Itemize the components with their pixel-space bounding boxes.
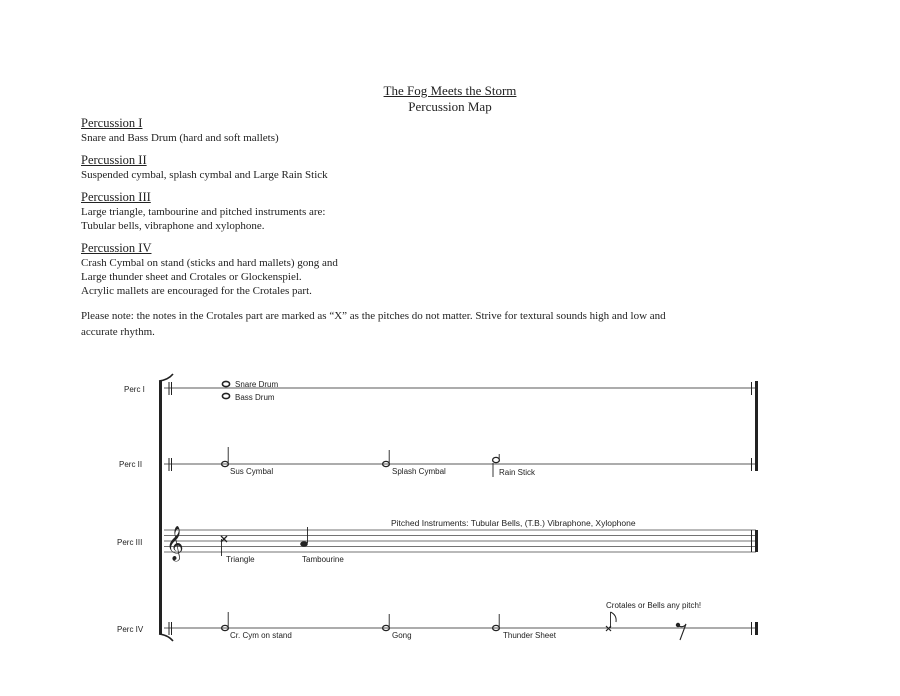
treble-clef-icon: 𝄞: [166, 526, 184, 561]
document-subtitle: Percussion Map: [408, 99, 492, 114]
instrument-label: Splash Cymbal: [392, 467, 446, 476]
staff-perc-3: [117, 518, 758, 564]
instrument-label: Bass Drum: [235, 393, 275, 402]
section-heading: Percussion II: [81, 153, 147, 167]
section-line: Large thunder sheet and Crotales or Glockenspiel.: [81, 271, 302, 283]
instrument-label: Thunder Sheet: [503, 631, 556, 640]
staff-label: Perc I: [124, 385, 145, 394]
section-line: Large triangle, tambourine and pitched instruments are:: [81, 206, 326, 218]
section-line: Crash Cymbal on stand (sticks and hard mallets) gong and: [81, 257, 338, 269]
eighth-rest-icon: [676, 623, 686, 640]
staff-label: Perc II: [119, 460, 143, 469]
staff-perc-1: [124, 380, 756, 402]
section-heading: Percussion I: [81, 116, 143, 130]
section-line: Suspended cymbal, splash cymbal and Large Rain Stick: [81, 169, 328, 181]
crotales-label: Crotales or Bells any pitch!: [606, 601, 702, 610]
instrument-label: Snare Drum: [235, 380, 279, 389]
document-title: The Fog Meets the Storm: [383, 83, 517, 98]
staff-perc-4: [117, 601, 758, 640]
bass-drum-note: [222, 393, 229, 398]
triangle-note: [221, 536, 227, 556]
instrument-label: Cr. Cym on stand: [230, 631, 292, 640]
section-line: Tubular bells, vibraphone and xylophone.: [81, 220, 265, 232]
final-barline: [755, 622, 758, 635]
note-line: Please note: the notes in the Crotales part are marked as “X” as the pitches do not matter. Strive for textural sounds high and low and: [81, 310, 666, 322]
staff-perc-2: [119, 447, 756, 477]
instrument-label: Tambourine: [302, 555, 344, 564]
final-barline: [755, 381, 758, 471]
five-line-staff: [164, 530, 756, 552]
instrument-label: Sus Cymbal: [230, 467, 274, 476]
section-heading: Percussion IV: [81, 241, 152, 255]
barline: [751, 622, 752, 635]
instrument-label: Rain Stick: [499, 468, 536, 477]
barline: [751, 382, 752, 395]
final-barline: [755, 530, 758, 552]
snare-drum-note: [222, 381, 229, 386]
section-line: Snare and Bass Drum (hard and soft mallets): [81, 132, 279, 144]
note-line: accurate rhythm.: [81, 326, 155, 338]
barline: [751, 458, 752, 471]
section-heading: Percussion III: [81, 190, 151, 204]
instrument-label: Triangle: [226, 555, 255, 564]
section-line: Acrylic mallets are encouraged for the Crotales part.: [81, 285, 312, 297]
pitched-instruments-label: Pitched Instruments: Tubular Bells, (T.B.) Vibraphone, Xylophone: [391, 518, 636, 528]
system-bracket: [159, 374, 173, 641]
barline: [751, 530, 752, 552]
instrument-label: Gong: [392, 631, 412, 640]
staff-label: Perc IV: [117, 625, 144, 634]
staff-label: Perc III: [117, 538, 143, 547]
